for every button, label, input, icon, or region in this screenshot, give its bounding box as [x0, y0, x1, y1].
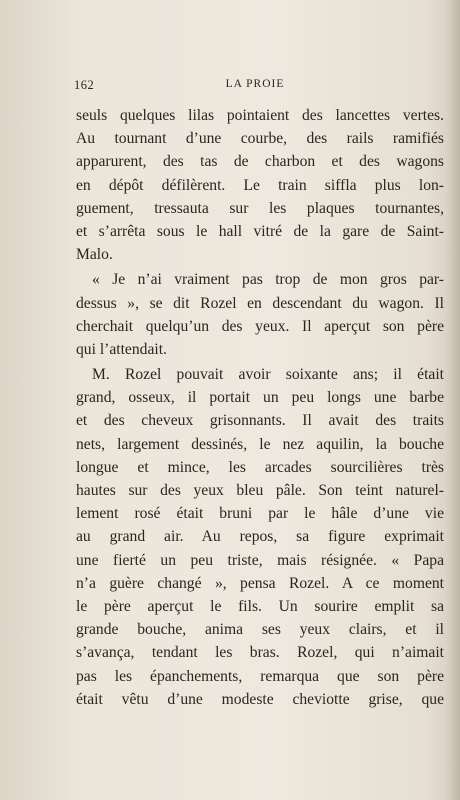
text-line: nets, largement dessinés, le nez aquilin, la bouche — [76, 435, 444, 453]
page-header — [74, 78, 436, 94]
text-line: et des cheveux grisonnants. Il avait des traits — [76, 412, 444, 430]
text-line: le père aperçut le fils. Un sourire emplit sa — [76, 597, 444, 615]
text-line: au grand air. Au repos, sa figure exprimait — [76, 528, 444, 546]
text-line: « Je n’ai vraiment pas trop de mon gros par- — [92, 271, 444, 289]
text-line: une fierté un peu triste, mais résignée. « Papa — [76, 551, 444, 569]
text-line: grande bouche, anima ses yeux clairs, et il — [76, 621, 444, 639]
page-edge-shadow — [446, 0, 460, 800]
text-line: et s’arrêta sous le hall vitré de la gare de Saint- — [76, 222, 444, 240]
text-line: était vêtu d’une modeste cheviotte grise, que — [76, 690, 444, 708]
text-line: Malo. — [76, 246, 113, 264]
text-line: hautes sur des yeux bleu pâle. Son teint naturel- — [76, 482, 444, 499]
text-line: grand, osseux, il portait un peu longs une barbe — [76, 389, 444, 407]
text-line: apparurent, des tas de charbon et des wagons — [76, 153, 444, 171]
text-line: guement, tressauta sur les plaques tournantes, — [76, 199, 444, 217]
text-line: qui l’attendait. — [76, 340, 167, 358]
body-text — [76, 104, 444, 711]
text-line: pas les épanchements, remarqua que son père — [76, 667, 444, 685]
text-line: M. Rozel pouvait avoir soixante ans; il était — [92, 366, 444, 384]
text-line: dessus », se dit Rozel en descendant du wagon. Il — [76, 294, 444, 312]
text-line: en dépôt défilèrent. Le train siffla plus lon- — [76, 176, 444, 194]
text-line: Au tournant d’une courbe, des rails ramifiés — [76, 130, 444, 148]
text-line: longue et mince, les arcades sourcilières très — [76, 458, 444, 476]
text-line: cherchait quelqu’un des yeux. Il aperçut son père — [76, 317, 444, 335]
page-number: 162 — [74, 78, 95, 92]
text-line: n’a guère changé », pensa Rozel. A ce moment — [76, 574, 444, 592]
running-title: LA PROIE — [225, 78, 285, 90]
text-line: lement rosé était bruni par le hâle d’une vie — [76, 505, 444, 523]
text-line: s’avança, tendant les bras. Rozel, qui n’aimait — [76, 644, 444, 662]
text-line: seuls quelques lilas pointaient des lancettes vertes. — [76, 107, 444, 124]
